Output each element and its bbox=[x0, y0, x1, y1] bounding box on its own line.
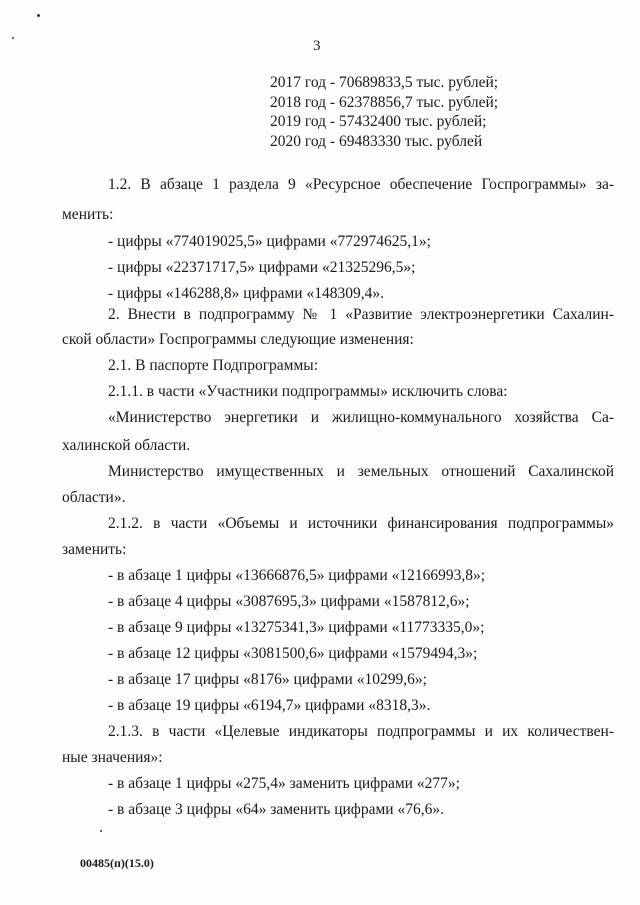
section-2-1-2-item: - в абзаце 17 цифры «8176» цифрами «10299,6»; bbox=[108, 671, 427, 688]
budget-line-2019: 2019 год - 57432400 тыс. рублей; bbox=[270, 113, 487, 130]
section-2-1-2-item: - в абзаце 12 цифры «3081500,6» цифрами «1579494,3»; bbox=[108, 645, 478, 662]
scan-speck bbox=[12, 37, 14, 39]
section-2-1-1-heading: 2.1.1. в части «Участники подпрограммы» исключить слова: bbox=[108, 383, 508, 400]
budget-line-2017: 2017 год - 70689833,5 тыс. рублей; bbox=[270, 74, 499, 91]
section-2-1-1-quote: халинской области. bbox=[62, 437, 191, 454]
scan-speck bbox=[100, 830, 102, 832]
section-2-1-2-item: - в абзаце 1 цифры «13666876,5» цифрами «12166993,8»; bbox=[108, 567, 486, 584]
section-2-1-3-continuation: ные значения»: bbox=[62, 749, 163, 766]
budget-line-2018: 2018 год - 62378856,7 тыс. рублей; bbox=[270, 94, 499, 111]
section-1-2-item: - цифры «146288,8» цифрами «148309,4». bbox=[108, 285, 384, 302]
section-2-1-2-item: - в абзаце 9 цифры «13275341,3» цифрами «11773335,0»; bbox=[108, 619, 485, 636]
section-2-1-1-quote: области». bbox=[62, 489, 126, 506]
section-1-2-item: - цифры «22371717,5» цифрами «21325296,5»; bbox=[108, 259, 416, 276]
section-2-heading: 2. Внести в подпрограмму № 1 «Развитие электроэнергетики Сахалин- bbox=[108, 306, 614, 323]
section-2-1-2-continuation: заменить: bbox=[62, 541, 127, 558]
section-1-2-heading: 1.2. В абзаце 1 раздела 9 «Ресурсное обеспечение Госпрограммы» за- bbox=[108, 176, 614, 193]
section-2-1-1-quote: «Министерство энергетики и жилищно-коммунального хозяйства Са- bbox=[108, 409, 614, 426]
document-code: 00485(п)(15.0) bbox=[80, 856, 154, 870]
section-2-1-heading: 2.1. В паспорте Подпрограммы: bbox=[108, 357, 319, 374]
page-number: 3 bbox=[313, 38, 321, 54]
section-2-1-3-item: - в абзаце 3 цифры «64» заменить цифрами «76,6». bbox=[108, 801, 444, 818]
section-2-1-2-item: - в абзаце 4 цифры «3087695,3» цифрами «1587812,6»; bbox=[108, 593, 470, 610]
scan-speck bbox=[37, 14, 40, 17]
budget-line-2020: 2020 год - 69483330 тыс. рублей bbox=[270, 133, 483, 150]
section-2-1-2-heading: 2.1.2. в части «Объемы и источники финансирования подпрограммы» bbox=[108, 515, 614, 532]
section-2-1-1-quote: Министерство имущественных и земельных отношений Сахалинской bbox=[108, 463, 614, 480]
section-2-1-3-item: - в абзаце 1 цифры «275,4» заменить цифрами «277»; bbox=[108, 775, 460, 792]
section-1-2-item: - цифры «774019025,5» цифрами «772974625,1»; bbox=[108, 233, 431, 250]
section-2-1-2-item: - в абзаце 19 цифры «6194,7» цифрами «8318,3». bbox=[108, 697, 431, 714]
section-2-continuation: ской области» Госпрограммы следующие изменения: bbox=[62, 331, 414, 348]
section-1-2-continuation: менить: bbox=[62, 206, 114, 223]
section-2-1-3-heading: 2.1.3. в части «Целевые индикаторы подпрограммы и их количествен- bbox=[108, 723, 614, 740]
